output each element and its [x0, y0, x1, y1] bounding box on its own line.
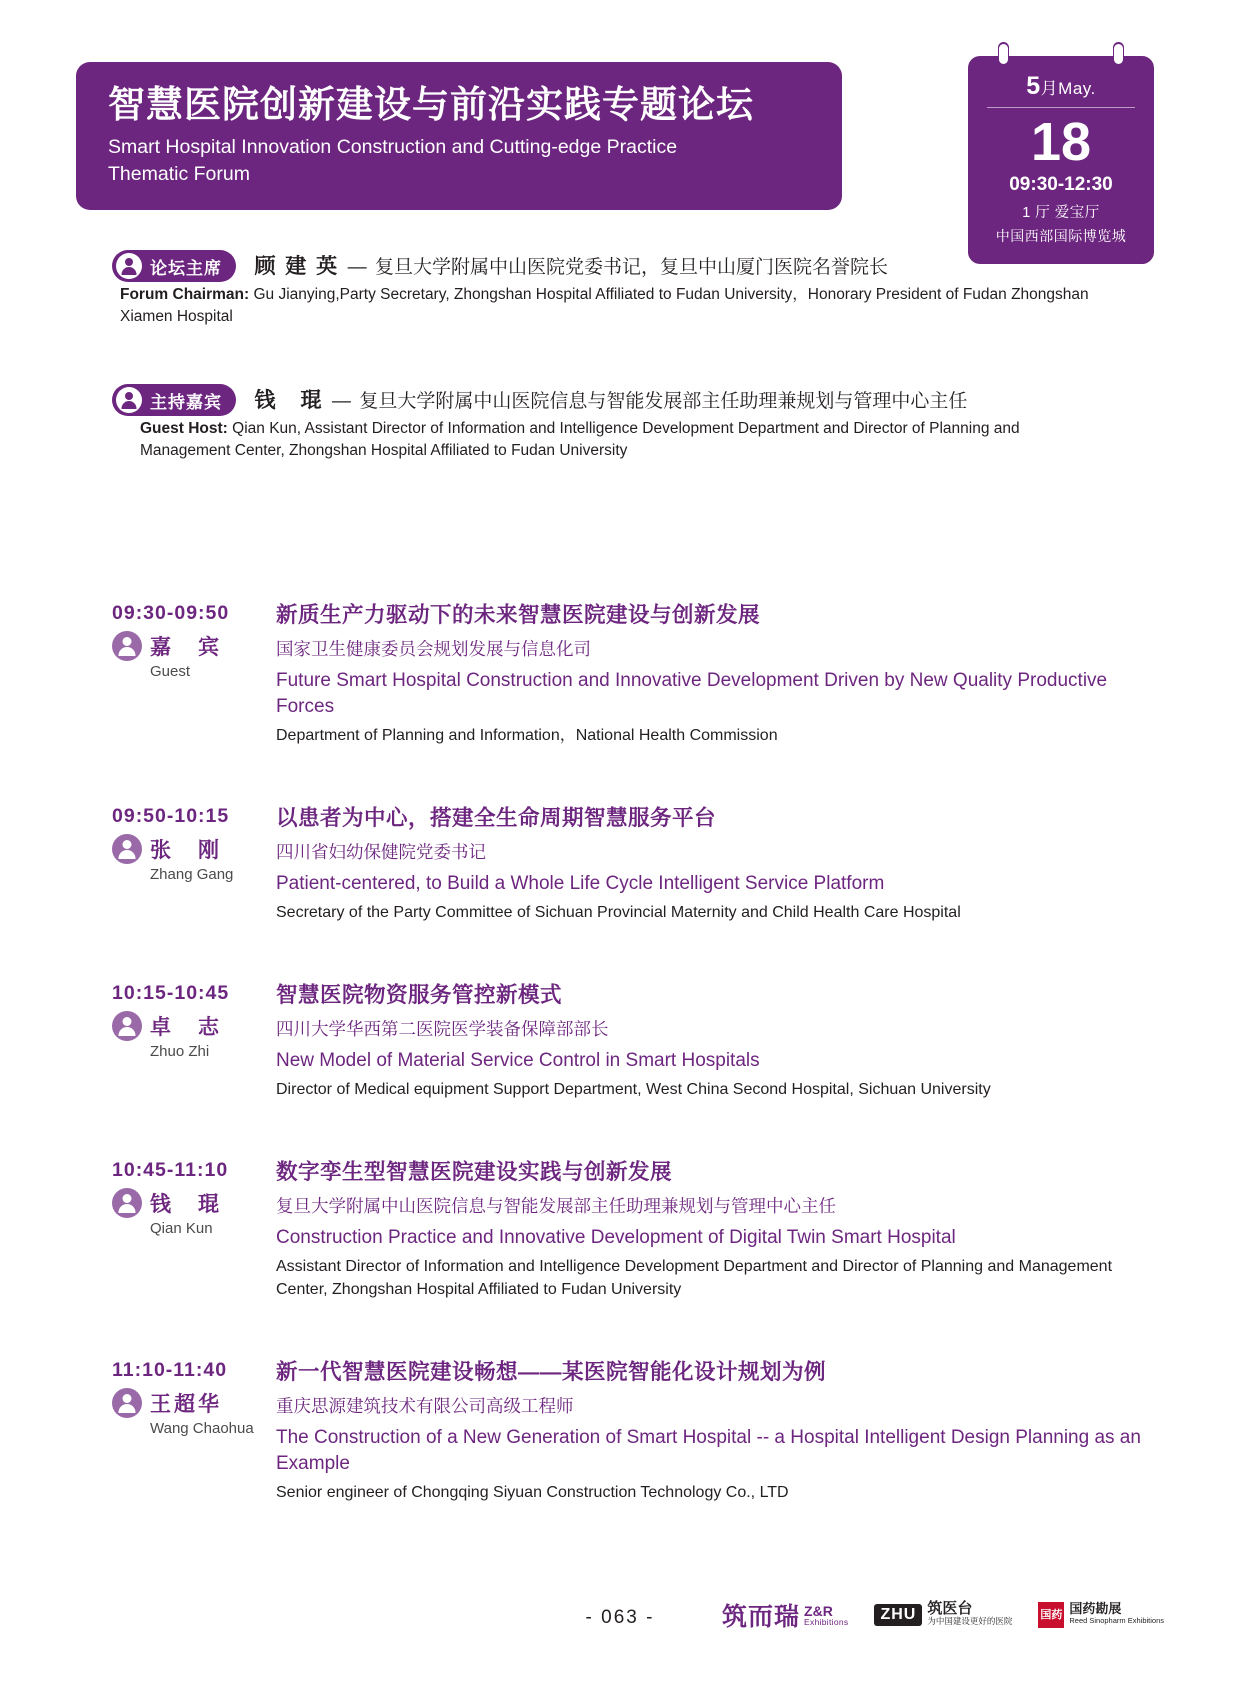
calendar-ring-left-icon — [998, 42, 1009, 76]
forum-title-cn: 智慧医院创新建设与前沿实践专题论坛 — [108, 84, 754, 125]
session-item — [0, 803, 1240, 924]
chairman-role-label: 论坛主席 — [150, 258, 222, 278]
speaker-avatar-icon — [112, 1388, 142, 1418]
zr-logo-en-2: Exhibitions — [804, 1616, 849, 1627]
page-number: - 063 - — [585, 1607, 655, 1628]
session-meta — [112, 980, 276, 1101]
page-footer — [0, 1595, 1240, 1649]
chairman-role-pill — [112, 250, 236, 282]
session-speaker-cn: 张 刚 — [150, 839, 222, 862]
person-icon — [116, 387, 142, 413]
session-title-en: Future Smart Hospital Construction and Innovative Development Driven by New Quality Productive Forces — [276, 670, 1108, 717]
session-title-en: New Model of Material Service Control in Smart Hospitals — [276, 1050, 760, 1071]
zhu-logo-title: 筑医台 — [927, 1600, 973, 1617]
chairman-en-block — [112, 284, 1112, 328]
session-item — [0, 980, 1240, 1101]
reed-logo-mark: 国药 — [1038, 1602, 1064, 1628]
forum-chairman-row — [112, 250, 1112, 328]
zr-logo-en-1: Z&R — [804, 1602, 833, 1619]
speaker-avatar-icon — [112, 631, 142, 661]
calendar-month — [968, 72, 1154, 101]
forum-title-band — [76, 62, 842, 210]
session-org-en: Assistant Director of Information and Intelligence Development Department and Director of Planning and Management Center, Zhongshan Hospital Affiliated to Fudan University — [276, 1258, 1113, 1298]
session-org-cn: 复旦大学附属中山医院信息与智能发展部主任助理兼规划与管理中心主任 — [276, 1196, 836, 1216]
session-time: 09:30-09:50 — [112, 602, 230, 624]
calendar-ring-right-icon — [1113, 42, 1124, 76]
chairman-dash: — — [347, 257, 367, 278]
host-en-text: Qian Kun, Assistant Director of Information and Intelligence Development Department and Director of Planning and Management Center, Zhongshan Hospital Affiliated to Fudan University — [140, 420, 1020, 459]
speaker-avatar-icon — [112, 1188, 142, 1218]
host-name-line — [254, 384, 967, 416]
host-name-cn: 钱 琨 — [254, 389, 324, 412]
zr-logo-cn: 筑而瑞 — [722, 1603, 801, 1631]
session-meta — [112, 1357, 276, 1504]
session-title-cn: 以患者为中心，搭建全生命周期智慧服务平台 — [276, 806, 717, 830]
session-speaker — [112, 1388, 276, 1418]
session-content — [276, 803, 1156, 924]
calendar-divider — [987, 107, 1135, 108]
speaker-avatar-icon — [112, 834, 142, 864]
chairman-title-cn: 复旦大学附属中山医院党委书记，复旦中山厦门医院名誉院长 — [375, 257, 889, 278]
session-meta — [112, 1157, 276, 1301]
host-en-block — [112, 418, 1112, 462]
session-time: 09:50-10:15 — [112, 805, 230, 827]
session-speaker-en: Zhang Gang — [150, 866, 234, 883]
session-title-cn: 新质生产力驱动下的未来智慧医院建设与创新发展 — [276, 603, 761, 627]
session-speaker-en: Guest — [150, 663, 191, 680]
calendar-day: 18 — [1030, 112, 1092, 172]
reed-sinopharm-logo — [1038, 1602, 1164, 1628]
session-speaker-cn: 钱 琨 — [150, 1193, 222, 1216]
calendar-month-en: May. — [1058, 79, 1096, 98]
zhuyitai-logo — [874, 1602, 1012, 1628]
zr-logo-en — [804, 1603, 848, 1628]
reed-logo-text — [1069, 1603, 1164, 1627]
session-title-cn: 智慧医院物资服务管控新模式 — [276, 983, 563, 1007]
session-org-cn: 重庆思源建筑技术有限公司高级工程师 — [276, 1396, 574, 1416]
chairman-name-line — [254, 250, 888, 282]
session-time: 11:10-11:40 — [112, 1359, 228, 1381]
session-item — [0, 1357, 1240, 1504]
session-org-cn: 国家卫生健康委员会规划发展与信息化司 — [276, 639, 591, 659]
session-org-cn: 四川省妇幼保健院党委书记 — [276, 842, 486, 862]
reed-logo-subtitle: Reed Sinopharm Exhibitions — [1069, 1616, 1164, 1625]
calendar-time: 09:30-12:30 — [1009, 174, 1113, 195]
session-list — [0, 600, 1240, 1560]
session-time: 10:45-11:10 — [112, 1159, 229, 1181]
session-content — [276, 1157, 1156, 1301]
forum-title-en-line1: Smart Hospital Innovation Construction and Cutting-edge Practice — [108, 136, 678, 158]
session-org-en: Secretary of the Party Committee of Sichuan Provincial Maternity and Child Health Care Hospital — [276, 904, 961, 921]
session-item — [0, 600, 1240, 747]
session-title-en: Construction Practice and Innovative Development of Digital Twin Smart Hospital — [276, 1227, 956, 1248]
session-title-en: The Construction of a New Generation of Smart Hospital -- a Hospital Intelligent Design Planning as an Example — [276, 1427, 1141, 1474]
forum-people-block — [112, 250, 1112, 466]
host-title-cn: 复旦大学附属中山医院信息与智能发展部主任助理兼规划与管理中心主任 — [359, 391, 968, 412]
person-icon — [116, 253, 142, 279]
session-content — [276, 980, 1156, 1101]
forum-host-row — [112, 384, 1112, 462]
calendar-month-number: 5 — [1026, 72, 1041, 100]
host-en-label: Guest Host: — [140, 420, 228, 437]
session-speaker — [112, 1011, 276, 1041]
session-item — [0, 1157, 1240, 1301]
session-meta — [112, 803, 276, 924]
forum-title-en — [108, 134, 812, 188]
session-org-en: Department of Planning and Information，National Health Commission — [276, 727, 778, 744]
session-org-en: Senior engineer of Chongqing Siyuan Construction Technology Co., LTD — [276, 1484, 789, 1501]
session-speaker-en: Qian Kun — [150, 1220, 213, 1237]
footer-logos — [722, 1597, 1164, 1633]
session-meta — [112, 600, 276, 747]
session-speaker — [112, 834, 276, 864]
host-role-pill — [112, 384, 236, 416]
forum-title-en-line2: Thematic Forum — [108, 163, 250, 185]
zhu-logo-text — [927, 1602, 1012, 1628]
session-org-cn: 四川大学华西第二医院医学装备保障部部长 — [276, 1019, 609, 1039]
zhu-logo-tagline: 为中国建设更好的医院 — [927, 1616, 1013, 1626]
session-title-cn: 数字孪生型智慧医院建设实践与创新发展 — [276, 1160, 673, 1184]
session-title-cn: 新一代智慧医院建设畅想——某医院智能化设计规划为例 — [276, 1360, 827, 1384]
page-header — [76, 56, 1164, 256]
speaker-avatar-icon — [112, 1011, 142, 1041]
host-role-label: 主持嘉宾 — [150, 392, 222, 412]
chairman-name-cn: 顾 建 英 — [254, 255, 340, 278]
session-speaker-en: Wang Chaohua — [150, 1420, 254, 1437]
session-speaker-en: Zhuo Zhi — [150, 1043, 210, 1060]
chairman-en-text: Gu Jianying,Party Secretary, Zhongshan Hospital Affiliated to Fudan University，Honorary President of Fudan Zhongshan Xiamen Hospital — [120, 286, 1089, 325]
zhu-badge: ZHU — [874, 1604, 922, 1626]
session-org-en: Director of Medical equipment Support Department, West China Second Hospital, Sichuan University — [276, 1081, 991, 1098]
session-speaker-cn: 卓 志 — [150, 1016, 222, 1039]
session-title-en: Patient-centered, to Build a Whole Life Cycle Intelligent Service Platform — [276, 873, 885, 894]
zr-exhibitions-logo — [722, 1597, 848, 1633]
reed-logo-title: 国药勘展 — [1069, 1601, 1122, 1616]
session-time: 10:15-10:45 — [112, 982, 230, 1004]
calendar-month-cn: 月 — [1040, 79, 1059, 98]
session-speaker — [112, 1188, 276, 1218]
people-row-spacer — [112, 332, 1112, 384]
session-speaker-cn: 嘉 宾 — [150, 636, 222, 659]
calendar-venue: 中国西部国际博览城 — [995, 228, 1127, 244]
chairman-en-label: Forum Chairman: — [120, 286, 250, 303]
session-speaker-cn: 王超华 — [150, 1393, 222, 1416]
calendar-hall: 1 厅 爱宝厅 — [1022, 205, 1100, 221]
session-speaker — [112, 631, 276, 661]
calendar-card — [968, 56, 1154, 264]
session-content — [276, 600, 1156, 747]
host-dash: — — [331, 391, 351, 412]
session-content — [276, 1357, 1156, 1504]
